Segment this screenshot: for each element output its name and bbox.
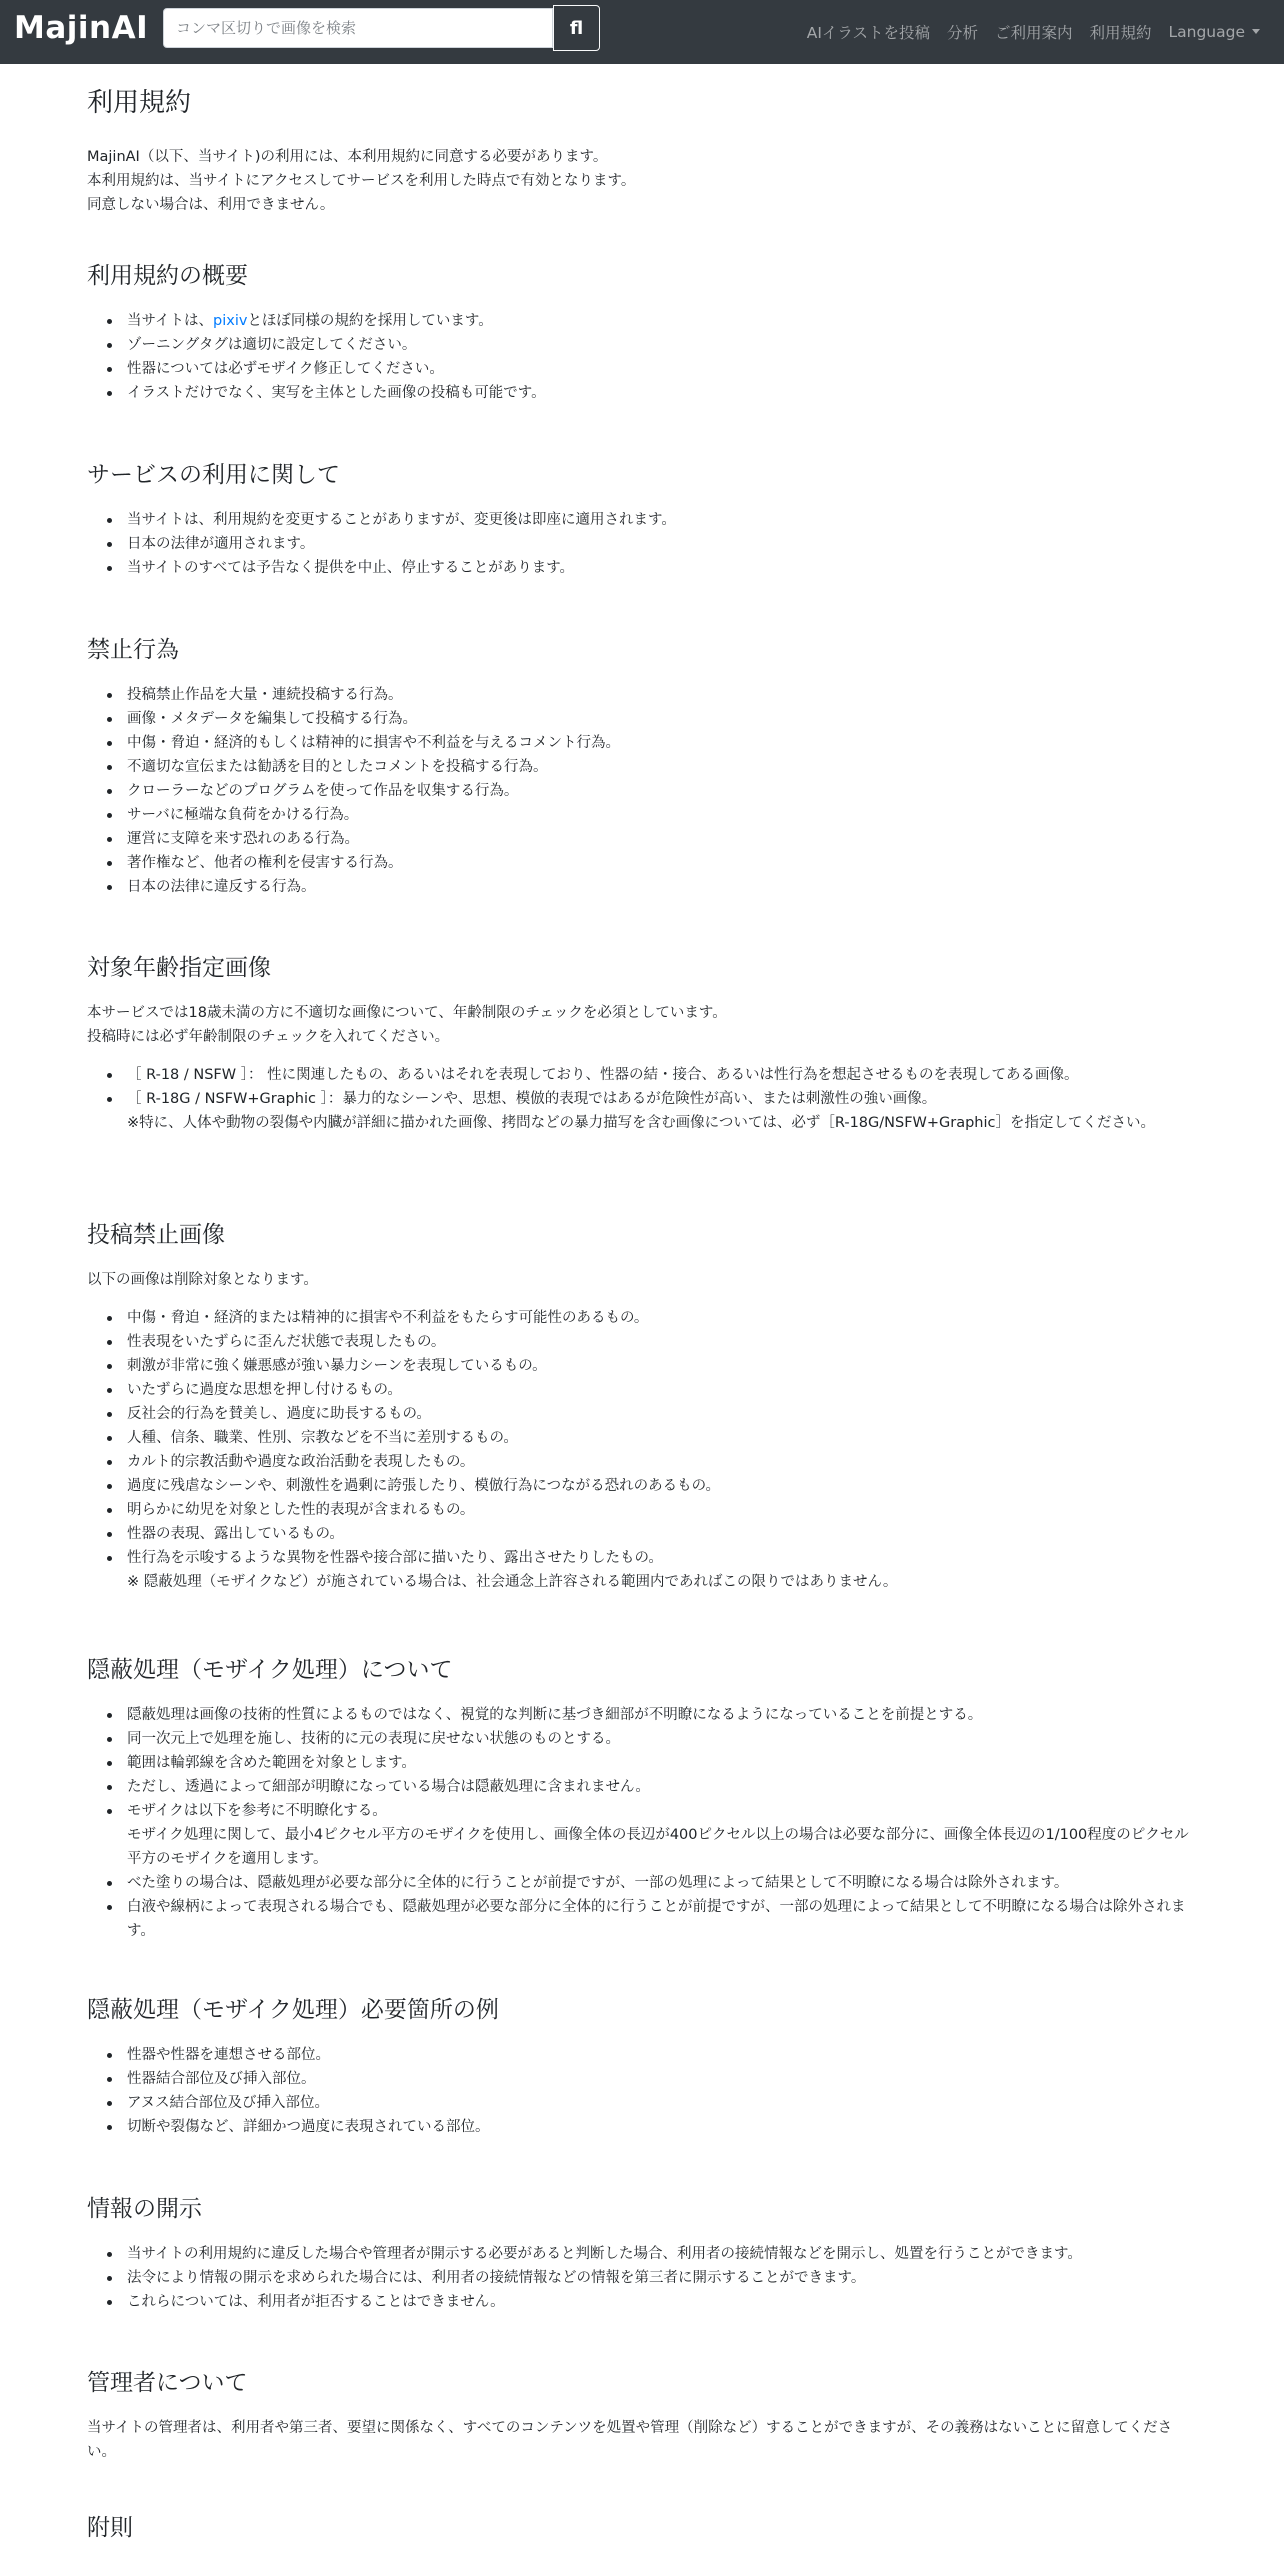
search-form (163, 7, 600, 55)
nav-link-guide[interactable]: ご利用案内 (994, 24, 1073, 42)
banned-paragraph: 以下の画像は削除対象となります。 (87, 1271, 318, 1288)
list-item: ［ R-18 / NSFW ］： 性に関連したもの、あるいはそれを表現しており、性器の結・接合、あるいは性行為を想起させるものを表現してある画像。 (87, 1063, 1197, 1087)
supplement-section (87, 2515, 1197, 2543)
list-item: 画像・メタデータを編集して投稿する行為。 (87, 707, 1197, 731)
title-section (87, 88, 1197, 217)
search-input[interactable] (163, 8, 553, 48)
list-item: 過度に残虐なシーンや、刺激性を過剰に誇張したり、模倣行為につながる恐れのあるもの。 (87, 1474, 1197, 1498)
list-item: 不適切な宣伝または勧誘を目的としたコメントを投稿する行為。 (87, 755, 1197, 779)
list-item: 当サイトは、pixivとほぼ同様の規約を採用しています。 (87, 309, 1197, 333)
list-item: いたずらに過度な思想を押し付けるもの。 (87, 1378, 1197, 1402)
admin-paragraph: 当サイトの管理者は、利用者や第三者、要望に関係なく、すべてのコンテンツを処置や管理（削除など）することができますが、その義務はないことに留意してください。 (87, 2419, 1173, 2460)
service-section (87, 462, 1197, 580)
section-heading: 情報の開示 (87, 2196, 202, 2222)
list-item: 日本の法律が適用されます。 (87, 532, 1197, 556)
list-item: 性器や性器を連想させる部位。 (87, 2043, 1197, 2067)
list-item: 中傷・脅迫・経済的もしくは精神的に損害や不利益を与えるコメント行為。 (87, 731, 1197, 755)
list-item: 明らかに幼児を対象とした性的表現が含まれるもの。 (87, 1498, 1197, 1522)
nav-link-terms[interactable]: 利用規約 (1089, 24, 1152, 42)
age-paragraph: 投稿時には必ず年齢制限のチェックを入れてください。 (87, 1028, 450, 1045)
list-item: カルト的宗教活動や過度な政治活動を表現したもの。 (87, 1450, 1197, 1474)
list-item: 性器については必ずモザイク修正してください。 (87, 357, 1197, 381)
pixiv-link[interactable]: pixiv (213, 312, 248, 329)
list-item: 投稿禁止作品を大量・連続投稿する行為。 (87, 683, 1197, 707)
list-item: 当サイトのすべては予告なく提供を中止、停止することがあります。 (87, 556, 1197, 580)
list-item: アヌス結合部位及び挿入部位。 (87, 2091, 1197, 2115)
list-item: 切断や裂傷など、詳細かつ過度に表現されている部位。 (87, 2115, 1197, 2139)
section-heading: 隠蔽処理（モザイク処理）について (87, 1657, 453, 1683)
list-item: 中傷・脅迫・経済的または精神的に損害や不利益をもたらす可能性のあるもの。 (87, 1306, 1197, 1330)
list-item: 当サイトの利用規約に違反した場合や管理者が開示する必要があると判断した場合、利用者の接続情報などを開示し、処置を行うことができます。 (87, 2242, 1197, 2266)
age-section (87, 955, 1197, 1135)
list-item: 反社会的行為を賛美し、過度に助長するもの。 (87, 1402, 1197, 1426)
mosaic-section (87, 1657, 1197, 1943)
language-dropdown[interactable] (1169, 23, 1261, 41)
list-item: ただし、透過によって細部が明瞭になっている場合は隠蔽処理に含まれません。 (87, 1775, 1197, 1799)
age-list (87, 1063, 1197, 1135)
list-item: べた塗りの場合は、隠蔽処理が必要な部分に全体的に行うことが前提ですが、一部の処理によって結果として不明瞭になる場合は除外されます。 (87, 1871, 1197, 1895)
list-item: イラストだけでなく、実写を主体とした画像の投稿も可能です。 (87, 381, 1197, 405)
intro-line: 同意しない場合は、利用できません。 (87, 197, 335, 214)
service-list (87, 508, 1197, 580)
list-item: 性器結合部位及び挿入部位。 (87, 2067, 1197, 2091)
section-heading: 隠蔽処理（モザイク処理）必要箇所の例 (87, 1997, 499, 2023)
overview-list (87, 309, 1197, 405)
intro-line: 本利用規約は、当サイトにアクセスしてサービスを利用した時点で有効となります。 (87, 173, 636, 190)
list-item: サーバに極端な負荷をかける行為。 (87, 803, 1197, 827)
list-item: 性器の表現、露出しているもの。 (87, 1522, 1197, 1546)
section-heading: 投稿禁止画像 (87, 1222, 225, 1248)
list-item: 白液や線柄によって表現される場合でも、隠蔽処理が必要な部分に全体的に行うことが前提ですが、一部の処理によって結果として不明瞭になる場合は除外されます。 (87, 1895, 1197, 1943)
list-item: 日本の法律に違反する行為。 (87, 875, 1197, 899)
list-item: クローラーなどのプログラムを使って作品を収集する行為。 (87, 779, 1197, 803)
list-item: 性行為を示唆するような異物を性器や接合部に描いたり、露出させたりしたもの。 ※ 隠蔽処理（モザイクなど）が施されている場合は、社会通念上許容される範囲内であればこの限りではありません。 (87, 1546, 1197, 1594)
list-item: これらについては、利用者が拒否することはできません。 (87, 2290, 1197, 2314)
age-paragraph: 本サービスでは18歳未満の方に不適切な画像について、年齢制限のチェックを必須としています。 (87, 1004, 727, 1021)
section-heading: 管理者について (87, 2370, 248, 2396)
list-item: ゾーニングタグは適切に設定してください。 (87, 333, 1197, 357)
age-note: ※特に、人体や動物の裂傷や内臓が詳細に描かれた画像、拷問などの暴力描写を含む画像については、必ず［R-18G/NSFW+Graphic］を指定してください。 (127, 1114, 1156, 1131)
section-heading: 禁止行為 (87, 637, 179, 663)
list-item: 刺激が非常に強く嫌悪感が強い暴力シーンを表現しているもの。 (87, 1354, 1197, 1378)
list-item: ［ R-18G / NSFW+Graphic ］：暴力的なシーンや、思想、模倣的表現ではあるが危険性が高い、または刺激性の強い画像。 ※特に、人体や動物の裂傷や内臓が詳細に描かれた画像、拷問などの暴力描写を含む画像については、必ず［R-18G/NSFW+Graphic］を指定してください。 (87, 1087, 1197, 1135)
admin-section (87, 2370, 1197, 2464)
mosaic-detail: モザイク処理に関して、最小4ピクセル平方のモザイクを使用し、画像全体の長辺が400ピクセル以上の場合は必要な部分に、画像全体長辺の1/100程度のピクセル平方のモザイクを適用します。 (127, 1826, 1189, 1867)
prohibited-section (87, 637, 1197, 899)
nav-link-post[interactable]: AIイラストを投稿 (806, 24, 930, 42)
list-item: 性表現をいたずらに歪んだ状態で表現したもの。 (87, 1330, 1197, 1354)
disclosure-list (87, 2242, 1197, 2314)
section-heading: サービスの利用に関して (87, 462, 340, 488)
intro-line: MajinAI（以下、当サイト)の利用には、本利用規約に同意する必要があります。 (87, 149, 608, 166)
list-item: 同一次元上で処理を施し、技術的に元の表現に戻せない状態のものとする。 (87, 1727, 1197, 1751)
overview-section (87, 263, 1197, 405)
page-title: 利用規約 (87, 88, 192, 118)
mosaic-parts-list (87, 2043, 1197, 2139)
mosaic-list (87, 1703, 1197, 1943)
banned-note: ※ 隠蔽処理（モザイクなど）が施されている場合は、社会通念上許容される範囲内であればこの限りではありません。 (127, 1573, 898, 1590)
banned-list (87, 1306, 1197, 1594)
nav-link-analysis[interactable]: 分析 (946, 24, 978, 42)
list-item: 範囲は輪郭線を含めた範囲を対象とします。 (87, 1751, 1197, 1775)
nav-links (790, 0, 1260, 64)
search-button[interactable]: fl (553, 5, 600, 51)
mosaic-parts-section (87, 1997, 1197, 2139)
brand-logo[interactable]: MajinAI (14, 10, 149, 46)
list-item: 著作権など、他者の権利を侵害する行為。 (87, 851, 1197, 875)
section-heading: 対象年齢指定画像 (87, 955, 271, 981)
section-heading: 附則 (87, 2515, 133, 2541)
list-item: 法令により情報の開示を求められた場合には、利用者の接続情報などの情報を第三者に開示することができます。 (87, 2266, 1197, 2290)
prohibited-list (87, 683, 1197, 899)
list-item: 隠蔽処理は画像の技術的性質によるものではなく、視覚的な判断に基づき細部が不明瞭になるようになっていることを前提とする。 (87, 1703, 1197, 1727)
list-item: 運営に支障を来す恐れのある行為。 (87, 827, 1197, 851)
disclosure-section (87, 2196, 1197, 2314)
caret-down-icon (1252, 29, 1260, 34)
language-label: Language (1168, 23, 1245, 41)
list-item: モザイクは以下を参考に不明瞭化する。 モザイク処理に関して、最小4ピクセル平方のモザイクを使用し、画像全体の長辺が400ピクセル以上の場合は必要な部分に、画像全体長辺の1/100程度のピクセル平方のモザイクを適用します。 (87, 1799, 1197, 1871)
banned-section (87, 1222, 1197, 1594)
list-item: 当サイトは、利用規約を変更することがありますが、変更後は即座に適用されます。 (87, 508, 1197, 532)
list-item: 人種、信条、職業、性別、宗教などを不当に差別するもの。 (87, 1426, 1197, 1450)
section-heading: 利用規約の概要 (87, 263, 248, 289)
top-navbar (0, 0, 1284, 64)
